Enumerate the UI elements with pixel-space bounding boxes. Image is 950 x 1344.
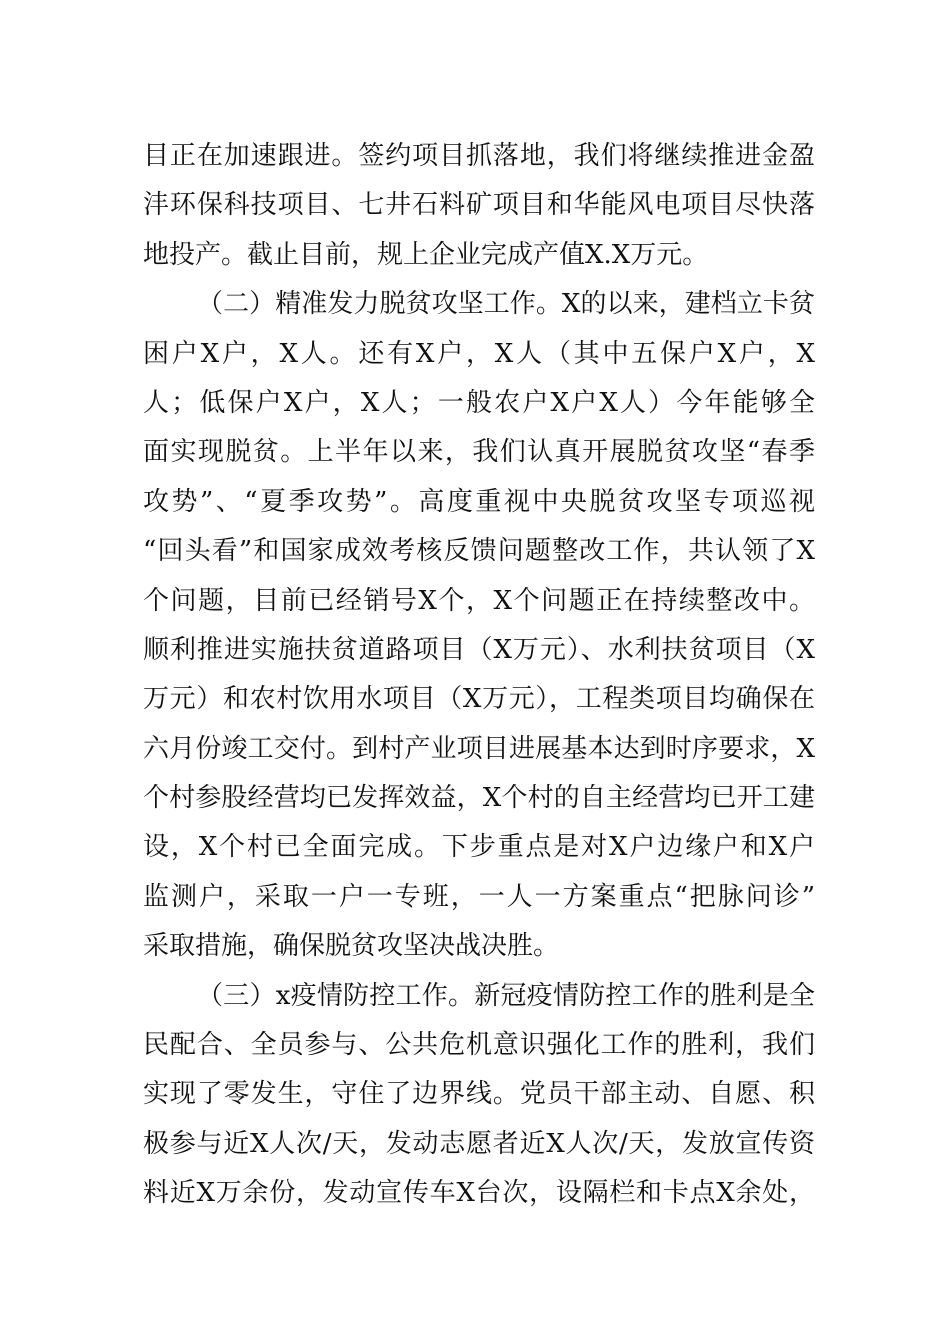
text-line: 人；低保户X户，X人；一般农户X户X人）今年能够全 [143,387,815,418]
text-line: 料近X万余份，发动宣传车X台次，设隔栏和卡点X余处， [143,1178,815,1209]
text-line: 采取措施，确保脱贫攻坚决战决胜。 [143,931,560,962]
text-line: 攻势”、“夏季攻势”。高度重视中央脱贫攻坚专项巡视 [143,486,815,517]
document-body [143,132,815,1219]
text-line: 六月份竣工交付。到村产业项目进展基本达到时序要求，X [143,733,815,764]
text-line: “回头看”和国家成效考核反馈问题整改工作，共认领了X [143,536,815,567]
text-line: 民配合、全员参与、公共危机意识强化工作的胜利，我们 [143,1030,815,1061]
text-line: 实现了零发生，守住了边界线。党员干部主动、自愿、积 [143,1079,815,1110]
text-line: 顺利推进实施扶贫道路项目（X万元）、水利扶贫项目（X [143,634,815,665]
text-line: 个村参股经营均已发挥效益，X个村的自主经营均已开工建 [143,783,815,814]
text-line: 面实现脱贫。上半年以来，我们认真开展脱贫攻坚“春季 [143,437,815,468]
text-line: 万元）和农村饮用水项目（X万元），工程类项目均确保在 [143,684,815,715]
section-heading-line: （二）精准发力脱贫攻坚工作。X的以来，建档立卡贫 [197,289,815,320]
text-line: 监测户，采取一户一专班，一人一方案重点“把脉问诊” [143,881,815,912]
text-line: 目正在加速跟进。签约项目抓落地，我们将继续推进金盈 [143,141,815,171]
text-line: 沣环保科技项目、七井石料矿项目和华能风电项目尽快落 [143,190,815,221]
text-line: 地投产。截止目前，规上企业完成产值X.X万元。 [143,239,709,270]
text-line: 极参与近X人次/天，发动志愿者近X人次/天，发放宣传资 [143,1128,815,1159]
section-heading-line: （三）x疫情防控工作。新冠疫情防控工作的胜利是全 [197,980,815,1011]
text-line: 困户X户，X人。还有X户，X人（其中五保户X户，X [143,338,815,369]
text-line: 设，X个村已全面完成。下步重点是对X户边缘户和X户 [143,832,815,863]
text-line: 个问题，目前已经销号X个，X个问题正在持续整改中。 [143,585,815,616]
